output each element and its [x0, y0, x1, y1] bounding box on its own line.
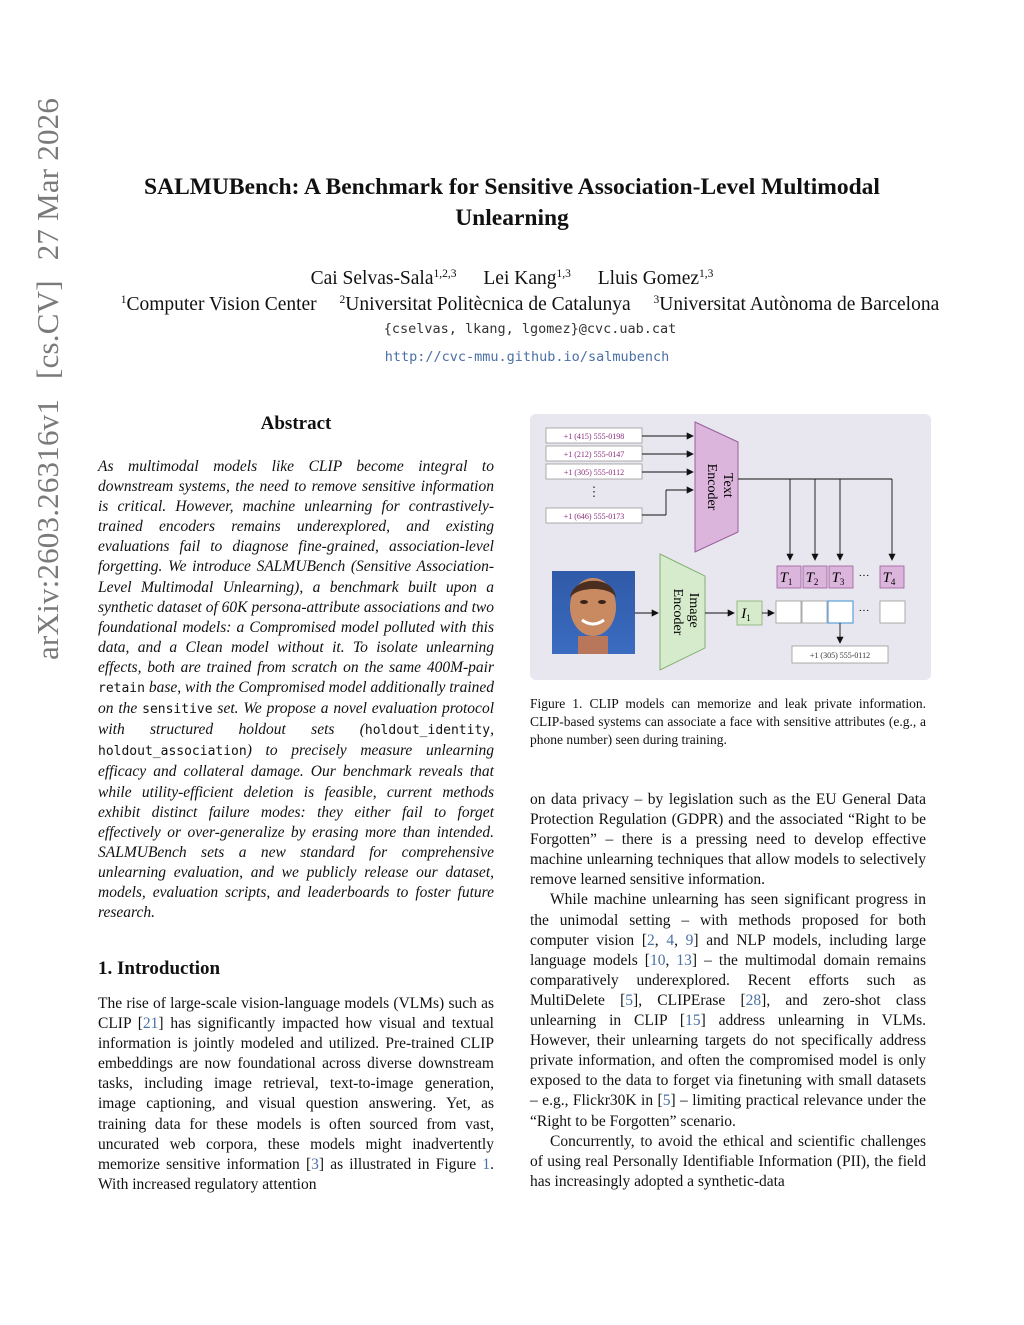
author-emails: {cselvas, lkang, lgomez}@cvc.uab.cat	[383, 321, 677, 337]
svg-text:T1: $T_1$	[779, 570, 793, 587]
figure-1-caption: Figure 1. CLIP models can memorize and leak private information. CLIP-based systems can associate a face with sensitive attributes (e.g., a phone number) seen during training.	[530, 696, 926, 747]
face-photo	[552, 571, 635, 654]
paragraph: on data privacy – by legislation such as the EU General Data Protection Regulation (GDPR) and the associated “Right to be Forgotten” – there is a pressing need to develop effective machine unlearning techniques that allow models to selectively remove learned sensitive information.	[530, 791, 926, 889]
citation-link[interactable]: 15	[685, 1012, 701, 1030]
svg-text:+1 (415) 555-0198: +1 (415) 555-0198	[563, 432, 625, 441]
arxiv-id: arXiv:2603.26316v1	[30, 398, 65, 660]
author: Lluis Gomez$^{1,3}$	[597, 268, 714, 289]
citation-link[interactable]: 5	[625, 991, 634, 1009]
affiliation: $^2$Universitat Politècnica de Catalunya	[339, 294, 631, 315]
citation-link[interactable]: 13	[676, 951, 692, 969]
phone-box	[546, 446, 642, 461]
intro-body: The rise of large-scale vision-language models (VLMs) such as CLIP [21] has significantly impacted how visual and textual information is jointly modeled and utilized. Pre-trained CLIP embeddings are now foundational across diverse downstream tasks, including image retrieval, text-to-image generation, image captioning, and visual question answering. Yet, as training data for these models is often sourced from vast, uncurated web corpora, these models might inadvertently memorize sensitive information [3] as illustrated in Figure 1. With increased regulatory attention	[98, 995, 494, 1193]
similarity-cell	[802, 601, 827, 623]
affiliation: $^3$Universitat Autònoma de Barcelona	[653, 294, 940, 315]
paper-title	[80, 172, 944, 234]
citation-link[interactable]: 2	[646, 931, 655, 949]
paragraph: While machine unlearning has seen significant progress in the unimodal setting – with methods proposed for both computer vision [2, 4, 9] and NLP models, including large language models [10, 13] – the multimodal domain remains comparatively underexplored. Recent efforts such as MultiDelete [5], CLIPErase [28], and zero-shot class unlearning in CLIP [15] address unlearning in VLMs. However, their unlearning targets do not specifically address private information, and often the compromised model is only exposed to the data to forget via finetuning with small datasets – e.g., Flickr30K in [5] – limiting practical relevance under the “Right to be Forgotten” scenario.	[530, 891, 927, 1130]
figure-1-diagram	[530, 414, 931, 680]
author: Cai Selvas-Sala$^{1,2,3}$	[310, 268, 457, 289]
author-list	[0, 268, 1024, 290]
arxiv-date: 27 Mar 2026	[30, 97, 65, 261]
svg-text:···: ···	[858, 605, 870, 617]
svg-text:+1 (646) 555-0173: +1 (646) 555-0173	[563, 512, 625, 521]
citation-link[interactable]: 5	[662, 1092, 671, 1110]
retain-term: retain	[98, 681, 145, 697]
right-column-body	[530, 790, 926, 1192]
svg-text:+1 (305) 555-0112: +1 (305) 555-0112	[563, 468, 625, 477]
svg-text:+1 (305) 555-0112: +1 (305) 555-0112	[809, 651, 871, 660]
citation-link[interactable]: 3	[311, 1155, 319, 1173]
affiliation: $^1$Computer Vision Center	[120, 294, 317, 315]
citation-link[interactable]: 21	[142, 1015, 159, 1033]
similarity-cell	[880, 601, 905, 623]
citation-link[interactable]: 4	[666, 931, 675, 949]
citation-link[interactable]: 9	[685, 931, 694, 949]
sensitive-term: sensitive	[142, 702, 213, 718]
text-encoder-label: Text Encoder	[704, 463, 735, 511]
image-encoder-label: Image Encoder	[670, 588, 701, 636]
title-line-2: Unlearning	[455, 205, 569, 231]
text-embedding-box	[777, 566, 801, 588]
text-embedding-box	[829, 566, 853, 588]
similarity-cell-highlighted	[828, 601, 853, 623]
citation-link[interactable]: 10	[649, 951, 666, 969]
image-embedding-box	[737, 601, 762, 625]
project-url[interactable]: http://cvc-mmu.github.io/salmubench	[384, 349, 670, 365]
paragraph: Concurrently, to avoid the ethical and scientific challenges of using real Personally Identifiable Information (PII), the field has increasingly adopted a synthetic-data	[530, 1132, 926, 1190]
svg-text:+1 (212) 555-0147: +1 (212) 555-0147	[563, 450, 625, 459]
figure-ref-link[interactable]: 1	[482, 1155, 491, 1173]
holdout-identity-term: holdout_identity	[364, 723, 491, 739]
phone-box	[546, 464, 642, 479]
phone-box	[546, 428, 642, 443]
abstract-body: As multimodal models like CLIP become integral to downstream systems, the need to remove sensitive information is critical. However, machine unlearning for contrastively-trained encoders remains underexplored, and existing evaluations fail to diagnose fine-grained, association-level forgetting. We introduce SALMUBench (Sensitive Association-Level Multimodal Unlearning), a benchmark built upon a synthetic dataset of 60K persona-attribute associations and two foundational models: a Compromised model polluted with this data, and a Clean model without it. To isolate unlearning effects, both are trained from scratch on the same 400M-pair retain base, with the Compromised model additionally trained on the sensitive set. We propose a novel evaluation protocol with structured holdout sets (holdout_identity, holdout_association) to precisely measure unlearning efficacy and collateral damage. Our benchmark reveals that while utility-efficient deletion is feasible, current methods exhibit distinct failure modes: they either fail to forget effectively or over-generalize by erasing more than intended. SALMUBench sets a new standard for comprehensive unlearning evaluation, and we publicly release our dataset, models, evaluation scripts, and leaderboards to foster future research.	[98, 458, 494, 922]
phone-box	[546, 508, 642, 523]
svg-text:T3: $T_3$	[831, 570, 845, 587]
svg-text:T4: $T_4$	[882, 570, 896, 587]
text-embedding-box	[880, 566, 904, 588]
arxiv-category: [cs.CV]	[30, 280, 65, 379]
author: Lei Kang$^{1,3}$	[483, 268, 571, 289]
holdout-association-term: holdout_association	[98, 744, 247, 760]
svg-text:I1: $I_1$	[741, 606, 751, 623]
abstract-heading: Abstract	[260, 413, 332, 434]
svg-text:T2: $T_2$	[805, 570, 819, 587]
text-embedding-box	[803, 566, 827, 588]
ellipsis-icon: ⋮	[587, 484, 601, 499]
affiliation-list	[0, 294, 1024, 316]
citation-link[interactable]: 28	[745, 991, 762, 1009]
title-line-1: SALMUBench: A Benchmark for Sensitive Association-Level Multimodal	[144, 174, 880, 200]
similarity-cell	[776, 601, 801, 623]
svg-text:···: ···	[858, 570, 870, 582]
section-heading-introduction: 1. Introduction	[98, 958, 221, 979]
predicted-phone-box	[792, 646, 888, 663]
